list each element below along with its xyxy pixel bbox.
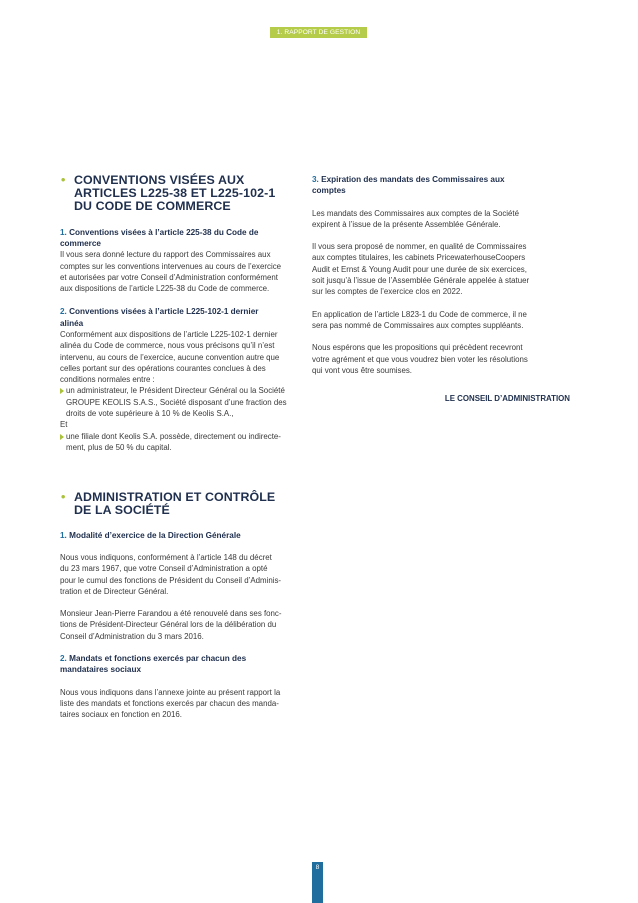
title-line: ADMINISTRATION ET CONTRÔLE bbox=[74, 490, 276, 505]
text-line: Conseil d’Administration du 3 mars 2016. bbox=[60, 631, 204, 641]
text-line: celles portant sur des opérations courantes conclues à des bbox=[60, 363, 266, 373]
section-label: 1. RAPPORT DE GESTION bbox=[270, 27, 367, 38]
paragraph-conclusion bbox=[312, 342, 570, 376]
signature: LE CONSEIL D’ADMINISTRATION bbox=[444, 394, 570, 404]
heading-line: Conventions visées à l’article 225-38 du Code de bbox=[69, 227, 259, 237]
text-line: En application de l’article L823-1 du Code de commerce, il ne bbox=[312, 309, 527, 319]
text-line: une filiale dont Keolis S.A. possède, directement ou indirecte- bbox=[66, 431, 281, 441]
title-line: CONVENTIONS VISÉES AUX bbox=[74, 173, 245, 187]
text-line: tration et de Directeur Général. bbox=[60, 586, 169, 596]
heading-line: Modalité d’exercice de la Direction Générale bbox=[69, 530, 241, 540]
paragraph-conventions-225-102-1 bbox=[60, 329, 318, 385]
title-line: DU CODE DE COMMERCE bbox=[74, 199, 231, 214]
heading-number: 2. bbox=[60, 654, 67, 664]
text-line: Il vous sera donné lecture du rapport des Commissaires aux bbox=[60, 250, 271, 260]
arrow-bullet-icon bbox=[60, 434, 64, 440]
text-line: un administrateur, le Président Directeur Général ou la Société bbox=[66, 386, 285, 396]
text-line: ment, plus de 50 % du capital. bbox=[66, 442, 172, 452]
text-line: aux comptes titulaires, les cabinets PricewaterhouseCoopers bbox=[312, 253, 526, 263]
heading-line: Conventions visées à l’article L225-102-1 dernier bbox=[69, 307, 259, 317]
title-line: ARTICLES L225-38 ET L225-102-1 bbox=[74, 186, 276, 201]
text-line: Nous vous indiquons dans l’annexe jointe au présent rapport la bbox=[60, 687, 281, 697]
text-line: conditions normales entre : bbox=[60, 375, 155, 385]
text-line: Nous vous indiquons, conformément à l’article 148 du décret bbox=[60, 552, 272, 562]
text-line: soit jusqu’à l’issue de l’Assemblée Générale appelée à statuer bbox=[312, 276, 530, 286]
paragraph-mandats bbox=[60, 687, 318, 721]
text-line: du 23 mars 1967, que votre Conseil d’Administration a opté bbox=[60, 564, 268, 574]
heading-number: 3. bbox=[312, 175, 319, 184]
left-column bbox=[60, 174, 318, 721]
list-item-filiale bbox=[60, 431, 318, 454]
text-line: qui vont vous être soumises. bbox=[312, 365, 412, 375]
text-line: pour le cumul des fonctions de Président du Conseil d’Adminis- bbox=[60, 575, 282, 585]
section-title-conventions bbox=[60, 174, 318, 214]
bullet-dot-icon: • bbox=[61, 490, 66, 505]
text-line: liste des mandats et fonctions exercés par chacun des manda- bbox=[60, 698, 279, 708]
section-title-administration bbox=[60, 491, 318, 517]
heading-line: mandataires sociaux bbox=[60, 665, 142, 675]
page-number: 8 bbox=[312, 862, 323, 903]
text-line: aux dispositions de l’article L225-38 du Code de commerce. bbox=[60, 284, 270, 294]
text-line: sera pas nommé de Commissaires aux comptes suppléants. bbox=[312, 320, 524, 330]
subheading-2-mandats bbox=[60, 653, 318, 676]
text-line: intervenu, au cours de l’exercice, aucune convention autre que bbox=[60, 352, 280, 362]
paragraph-conventions-225-38 bbox=[60, 249, 318, 294]
subheading-1-direction-generale bbox=[60, 530, 318, 541]
text-line: Monsieur Jean-Pierre Farandou a été renouvelé dans ses fonc- bbox=[60, 609, 282, 619]
text-line: tions de Président-Directeur Général lors de la délibération du bbox=[60, 620, 277, 630]
paragraph-suppleants bbox=[312, 309, 570, 332]
right-column bbox=[312, 174, 570, 404]
text-line: Conformément aux dispositions de l’article L225-102-1 dernier bbox=[60, 329, 278, 339]
paragraph-renouvellement bbox=[60, 608, 318, 642]
bullet-dot-icon: • bbox=[61, 173, 66, 187]
subheading-1-conventions-225-38 bbox=[60, 227, 318, 250]
subheading-3-expiration-mandats bbox=[312, 174, 570, 197]
title-line: DE LA SOCIÉTÉ bbox=[74, 503, 170, 518]
text-line: alinéa du Code de commerce, nous vous précisons qu’il n’est bbox=[60, 341, 275, 351]
heading-line: Expiration des mandats des Commissaires aux bbox=[321, 175, 505, 184]
text-line: votre agrément et que vous voudrez bien voter les résolutions bbox=[312, 354, 528, 364]
paragraph-cumul-fonctions bbox=[60, 552, 318, 597]
heading-number: 1. bbox=[60, 530, 67, 540]
text-line: Audit et Ernst & Young Audit pour une durée de six exercices, bbox=[312, 264, 527, 274]
text-line: expirent à l’issue de la présente Assemblée Générale. bbox=[312, 219, 501, 229]
text-line: et autorisées par votre Conseil d’Administration conformément bbox=[60, 272, 278, 282]
text-line: Nous espérons que les propositions qui précèdent recevront bbox=[312, 343, 523, 353]
paragraph-expiration bbox=[312, 208, 570, 231]
text-line: Il vous sera proposé de nommer, en qualité de Commissaires bbox=[312, 242, 527, 252]
text-line: taires sociaux en fonction en 2016. bbox=[60, 710, 182, 720]
text-line: GROUPE KEOLIS S.A.S., Société disposant d’une fraction des bbox=[66, 397, 287, 407]
heading-number: 2. bbox=[60, 307, 67, 317]
connector-et: Et bbox=[60, 420, 68, 430]
text-line: droits de vote supérieure à 10 % de Keolis S.A., bbox=[66, 409, 234, 419]
list-item-administrateur bbox=[60, 385, 318, 419]
heading-line: Mandats et fonctions exercés par chacun des bbox=[69, 654, 247, 664]
paragraph-nomination bbox=[312, 241, 570, 297]
heading-number: 1. bbox=[60, 227, 67, 237]
heading-line: alinéa bbox=[60, 318, 84, 328]
text-line: sur les comptes de l’exercice clos en 2022. bbox=[312, 287, 463, 297]
arrow-bullet-icon bbox=[60, 388, 64, 394]
heading-line: comptes bbox=[312, 186, 346, 196]
text-line: comptes sur les conventions intervenues au cours de l’exercice bbox=[60, 261, 282, 271]
heading-line: commerce bbox=[60, 238, 101, 248]
text-line: Les mandats des Commissaires aux comptes de la Société bbox=[312, 208, 520, 218]
subheading-2-conventions-225-102-1 bbox=[60, 306, 318, 329]
